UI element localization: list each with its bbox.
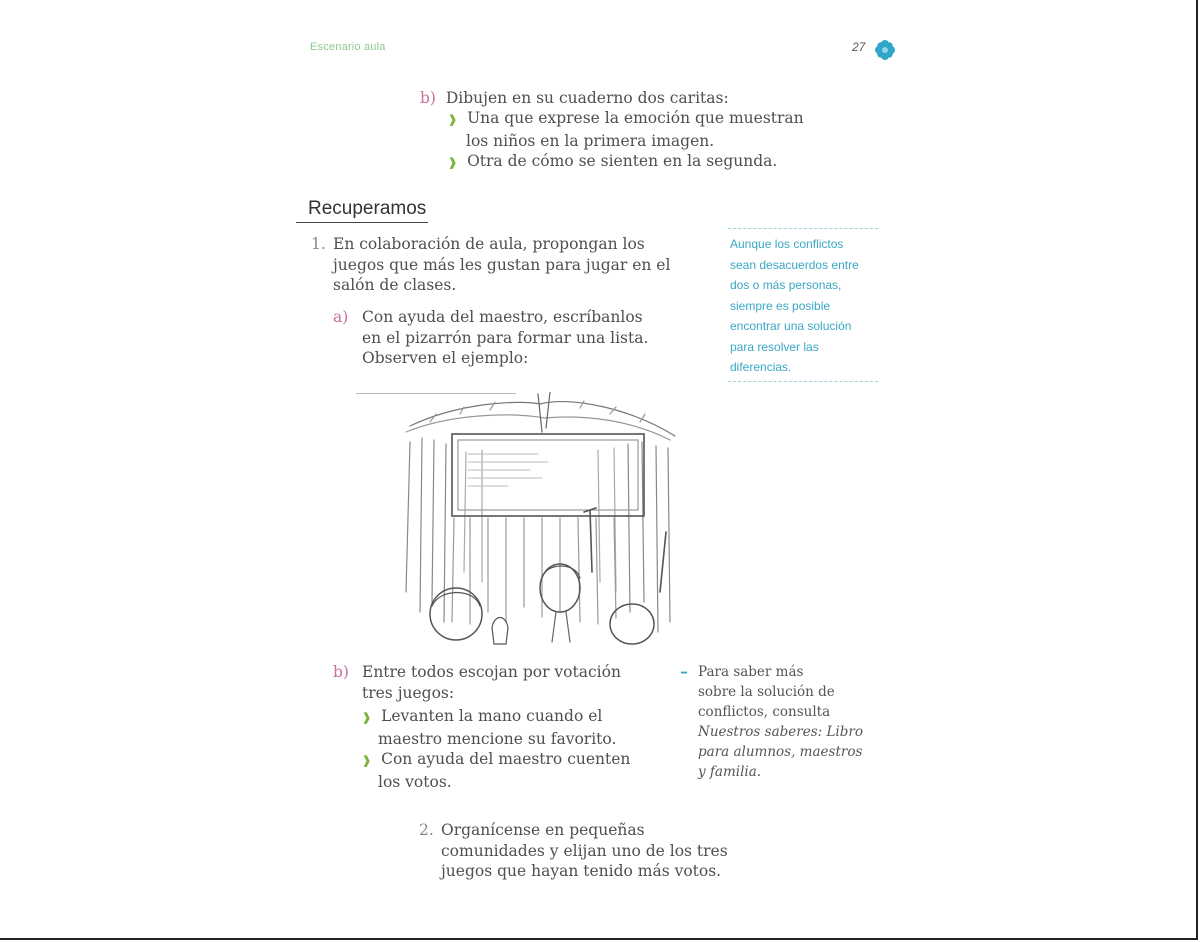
bullet-icon: ❱ — [448, 113, 458, 126]
item-letter: b) — [333, 663, 349, 681]
dash-icon: – — [680, 662, 688, 681]
item-2 — [419, 820, 434, 841]
list-item-continuation: maestro mencione su favorito. — [378, 729, 617, 748]
flower-icon — [874, 39, 896, 61]
list-item: ❱ Otra de cómo se sienten en la segunda. — [448, 152, 778, 170]
item-number: 2. — [419, 821, 434, 839]
item-number: 1. — [311, 235, 326, 253]
classroom-sketch-icon — [370, 392, 690, 648]
side-note: Aunque los conflictos sean desacuerdos entre dos o más personas, siempre es posible encontrar una solución para resolver las diferencias. — [728, 228, 878, 382]
bullet-icon: ❱ — [362, 754, 372, 767]
item-2-text: Organícense en pequeñas comunidades y elijan uno de los tres juegos que hayan tenido más votos. — [441, 821, 728, 880]
item-text: Dibujen en su cuaderno dos caritas: — [445, 89, 729, 107]
list-item: ❱ Levanten la mano cuando el — [362, 707, 603, 725]
item-1a-text: Con ayuda del maestro, escríbanlos en el pizarrón para formar una lista. Observen el ejemplo: — [362, 308, 649, 367]
item-1a — [333, 307, 348, 328]
item-1b-text: Entre todos escojan por votación tres juegos: — [362, 663, 621, 702]
section-title: Recuperamos — [296, 198, 428, 223]
bullet-icon: ❱ — [448, 156, 458, 169]
item-letter: a) — [333, 308, 349, 326]
item-letter: b) — [420, 89, 436, 107]
item-1b — [333, 662, 349, 683]
list-item-continuation: los niños en la primera imagen. — [466, 131, 715, 150]
bullet-list — [362, 706, 630, 792]
page-number: 27 — [852, 40, 866, 54]
item-b1 — [420, 88, 729, 109]
list-item: ❱ Con ayuda del maestro cuenten — [362, 750, 631, 768]
bullet-icon: ❱ — [362, 711, 372, 724]
list-item: ❱ Una que exprese la emoción que muestran — [448, 109, 804, 127]
bullet-list — [448, 108, 804, 174]
item-1-text: En colaboración de aula, propongan los juegos que más les gustan para jugar en el salón de clases. — [333, 235, 671, 294]
reference-note: Para saber más sobre la solución de conflictos, consulta Nuestros saberes: Libro para alumnos, maestros y familia. — [698, 664, 863, 780]
list-item-continuation: los votos. — [378, 772, 452, 791]
section-header: Escenario aula — [310, 41, 386, 53]
item-1 — [311, 234, 326, 255]
